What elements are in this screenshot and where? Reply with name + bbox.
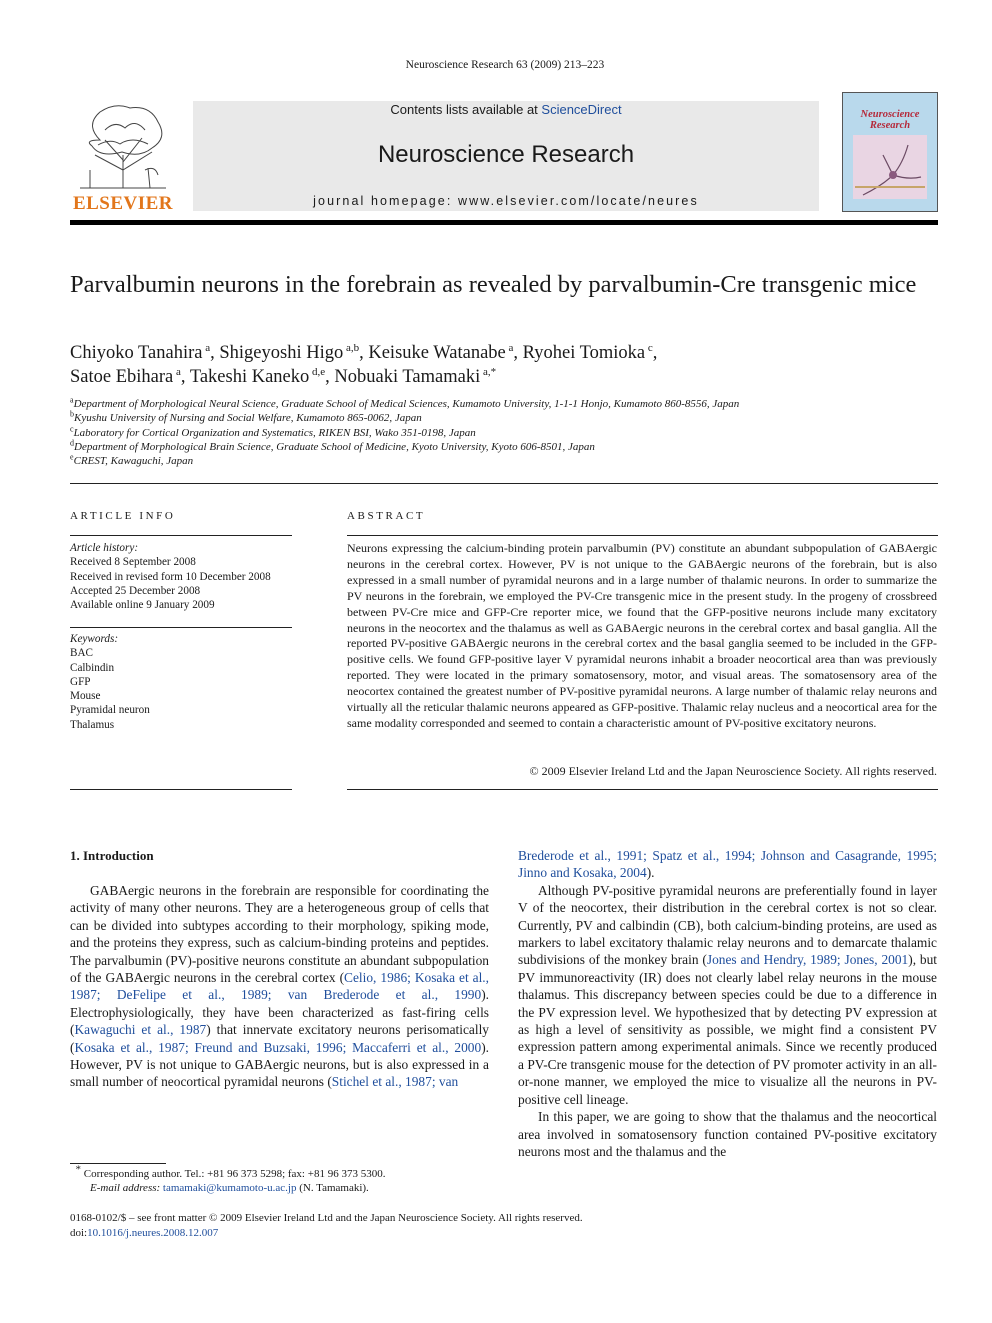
citation-link[interactable]: Stichel et al., 1987; van bbox=[331, 1074, 459, 1090]
keywords-label: Keywords: bbox=[70, 633, 119, 645]
article-history bbox=[70, 541, 292, 612]
author-affiliation-marker: a bbox=[505, 341, 514, 354]
corresponding-author-footnote bbox=[70, 1163, 490, 1196]
author-name: Nobuaki Tamamaki bbox=[334, 367, 481, 387]
keyword: GFP bbox=[70, 675, 91, 688]
sciencedirect-link[interactable]: ScienceDirect bbox=[541, 102, 622, 117]
journal-homepage[interactable]: journal homepage: www.elsevier.com/locate/neures bbox=[313, 194, 699, 208]
affiliation-text: CREST, Kawaguchi, Japan bbox=[73, 455, 194, 468]
footnote-contact bbox=[70, 1163, 490, 1181]
affiliation-marker: b bbox=[70, 409, 74, 419]
contents-prefix: Contents lists available at bbox=[390, 102, 542, 117]
cover-title: Neuroscience Research bbox=[860, 109, 920, 131]
header-rule bbox=[70, 220, 938, 225]
email-suffix: (N. Tamamaki). bbox=[299, 1182, 369, 1195]
affiliation-marker: d bbox=[70, 438, 74, 448]
abstract-heading: ABSTRACT bbox=[347, 510, 426, 522]
author-affiliation-marker: d,e bbox=[309, 365, 326, 378]
intro-paragraph: GABAergic neurons in the forebrain are responsible for coordinating the activity of many other neurons. They are a heterogeneous group of cells that can be divided into subtypes according to their morphology, spiking mode, and the proteins they express, such as calcium-binding proteins and peptides. The parvalbumin (PV)-positive neurons constitute an abundant subpopulation of the GABAergic neurons in the cerebral cortex (Celio, 1986; Kosaka et al., 1987; DeFelipe et al., 1989; van Brederode et al., 1990). Electrophysiologically, they have been characterized as fast-firing cells (Kawaguchi et al., 1987) that innervate excitatory neurons perisomatically (Kosaka et al., 1987; Freund and Buzsaki, 1996; Maccaferri et al., 2000). However, PV is not unique to GABAergic neurons, but is also expressed in a small number of neocortical pyramidal neurons (Stichel et al., 1987; van bbox=[70, 883, 490, 1090]
history-label: Article history: bbox=[70, 542, 139, 554]
doi-line bbox=[70, 1226, 938, 1241]
introduction-heading: 1. Introduction bbox=[70, 848, 154, 863]
body-column-left bbox=[70, 882, 489, 1091]
section-divider bbox=[70, 483, 938, 484]
affiliation bbox=[70, 423, 930, 440]
affiliation-text: Laboratory for Cortical Organization and Systematics, RIKEN BSI, Wako 351-0198, Japan bbox=[73, 426, 476, 439]
body-column-right bbox=[518, 847, 937, 1160]
journal-cover-thumbnail bbox=[842, 92, 938, 212]
author-name: Ryohei Tomioka bbox=[522, 343, 646, 363]
affiliation bbox=[70, 397, 930, 411]
journal-masthead bbox=[193, 101, 819, 211]
doi-link[interactable]: 10.1016/j.neures.2008.12.007 bbox=[87, 1227, 219, 1240]
abstract-rule bbox=[347, 535, 938, 536]
article-info-rule bbox=[70, 535, 292, 536]
affiliation bbox=[70, 411, 930, 425]
affiliation-list bbox=[70, 397, 930, 468]
author-name: Takeshi Kaneko bbox=[189, 367, 310, 387]
abstract-copyright: © 2009 Elsevier Ireland Ltd and the Japan Neuroscience Society. All rights reserved. bbox=[529, 764, 937, 778]
author-name: Keisuke Watanabe bbox=[368, 343, 506, 363]
affiliation-text: Department of Morphological Brain Science, Graduate School of Medicine, Kyoto University, Kyoto 606-8501, Japan bbox=[74, 440, 595, 453]
affiliation-marker: e bbox=[70, 452, 74, 462]
history-item: Received 8 September 2008 bbox=[70, 556, 196, 569]
affiliation-text: Department of Morphological Neural Science, Graduate School of Medical Sciences, Kumamoto University, 1-1-1 Honjo, Kumamoto 860-8556, Japan bbox=[73, 398, 740, 410]
author-affiliation-marker: a,* bbox=[480, 365, 497, 378]
affiliation-text: Kyushu University of Nursing and Social Welfare, Kumamoto 865-0062, Japan bbox=[74, 412, 422, 425]
intro-paragraph: Although PV-positive pyramidal neurons are preferentially found in layer V of the neocortex, their distribution in the cerebral cortex is not so clear. Currently, PV and calbindin (CB), both calcium-binding proteins, are used as markers to label excitatory thalamic relay neurons and to demarcate thalamic subdivisions of the monkey brain (Jones and Hendry, 1989; Jones, 2001), but PV immunoreactivity (IR) does not clearly label relay neurons in the mouse thalamus. This discrepancy between species could be due to a difference in the PV expression level. We hypothesized that by detecting PV expression at as high a level of sensitivity as possible, we might find a consistent PV expression pattern among experimental animals. Since we recently produced a PV-Cre transgenic mouse for the detection of PV promoter activity in an all-or-none manner, we employed the mice to visualize all the neurons in PV-positive cell lineage. bbox=[518, 882, 938, 1107]
intro-paragraph-continued: Brederode et al., 1991; Spatz et al., 1994; Johnson and Casagrande, 1995; Jinno and Kosaka, 2004). bbox=[518, 848, 937, 881]
abstract-bottom-rule bbox=[347, 789, 938, 790]
citation-link[interactable]: Kosaka et al., 1987; Freund and Buzsaki, 1996; Maccaferri et al., 2000 bbox=[74, 1039, 482, 1055]
history-item: Available online 9 January 2009 bbox=[70, 599, 215, 612]
publication-footer bbox=[70, 1211, 938, 1241]
author-name: Satoe Ebihara bbox=[70, 367, 174, 387]
author-affiliation-marker: a bbox=[173, 365, 181, 378]
keyword: Mouse bbox=[70, 690, 101, 703]
citation-link[interactable]: Kawaguchi et al., 1987 bbox=[74, 1022, 207, 1038]
citation-link[interactable]: Jones and Hendry, 1989; Jones, 2001 bbox=[706, 952, 909, 968]
keyword-list bbox=[70, 632, 292, 732]
intro-paragraph: In this paper, we are going to show that the thalamus and the neocortical area involved in somatosensory function contained PV-positive excitatory neurons most and the thalamus and the bbox=[518, 1109, 937, 1159]
author-name: Chiyoko Tanahira bbox=[70, 343, 203, 363]
email-label: E-mail address: bbox=[90, 1182, 161, 1195]
keywords-rule bbox=[70, 627, 292, 628]
doi-label: doi: bbox=[70, 1227, 88, 1240]
affiliation-marker: a bbox=[70, 395, 74, 405]
author-affiliation-marker: a,b bbox=[343, 341, 360, 354]
cover-neuron-illustration bbox=[853, 135, 927, 199]
footnote-rule bbox=[70, 1163, 166, 1164]
footnote-email-line bbox=[70, 1181, 490, 1195]
elsevier-wordmark: ELSEVIER bbox=[72, 193, 174, 214]
citation-link[interactable]: Celio, 1986; Kosaka et al., 1987; DeFelipe et al., 1989; van Brederode et al., 1990 bbox=[70, 970, 490, 1003]
article-title: Parvalbumin neurons in the forebrain as revealed by parvalbumin-Cre transgenic mice bbox=[70, 271, 917, 298]
citation-link[interactable]: Brederode et al., 1991; Spatz et al., 1994; Johnson and Casagrande, 1995; Jinno and Kosaka, 2004 bbox=[518, 848, 937, 881]
author-name: Shigeyoshi Higo bbox=[219, 343, 344, 363]
affiliation-marker: c bbox=[70, 423, 74, 433]
article-info-heading: ARTICLE INFO bbox=[70, 510, 176, 522]
email-link[interactable]: tamamaki@kumamoto-u.ac.jp bbox=[162, 1182, 297, 1195]
keyword: Pyramidal neuron bbox=[70, 704, 150, 717]
history-item: Accepted 25 December 2008 bbox=[70, 584, 201, 597]
footnote-marker: * bbox=[75, 1163, 81, 1176]
history-item: Received in revised form 10 December 2008 bbox=[70, 570, 271, 583]
author-affiliation-marker: a bbox=[202, 341, 211, 354]
abstract-text: Neurons expressing the calcium-binding protein parvalbumin (PV) constitute an abundant subpopulation of GABAergic neurons in the cerebral cortex. However, PV is not unique to the GABAergic neurons of the forebrain, but is also expressed in a small number of pyramidal neurons and in a large number of thalamic neurons. In order to summarize the PV neurons in the forebrain, we employed the PV-Cre transgenic mice in the present study. In the progeny of crossbreed between PV-Cre mice and GFP-Cre reporter mice, we found that the GFP-positive neurons include many excitatory neurons in the neocortex and the thalamus as well as GABAergic neurons in the cerebral cortex and basal ganglia. All the reported PV-positive GABAergic neurons in the cerebral cortex and the basal ganglia seemed to be included in the GFP-positive cells. We found GFP-positive layer V pyramidal neurons inhabit a broader neocortical area than was previously reported. They were located in the primary somatosensory, motor, and visual areas. The somatosensory area of the neocortex contained the greatest number of PV-positive pyramidal neurons. A large number of thalamic relay neurons and virtually all the reticular thalamic neurons appeared as GFP-positive. Thalamic relay nucleus and a neocortical area for the same modality corresponded and seemed to contain a characteristic amount of PV-positive excitatory neurons. bbox=[347, 541, 937, 730]
journal-name: Neuroscience Research bbox=[377, 141, 635, 168]
author-affiliation-marker: c bbox=[645, 341, 653, 354]
keyword: Calbindin bbox=[70, 661, 115, 674]
keyword: BAC bbox=[70, 647, 94, 660]
author-list: Chiyoko Tanahira $^a$, Shigeyoshi Higo $^{a,b}$, Keisuke Watanabe $^a$, Ryohei Tomioka $^c$, Satoe Ebihara $^a$, Takeshi Kaneko $^{d,e}$, Nobuaki Tamamaki $^{a,*}$ bbox=[70, 341, 658, 387]
footnote-phone: Corresponding author. Tel.: +81 96 373 5298; fax: +81 96 373 5300. bbox=[83, 1168, 386, 1180]
issn-line: 0168-0102/$ – see front matter © 2009 Elsevier Ireland Ltd and the Japan Neuroscience Society. All rights reserved. bbox=[70, 1212, 583, 1224]
contents-line bbox=[193, 102, 819, 117]
keyword: Thalamus bbox=[70, 718, 115, 731]
affiliation bbox=[70, 440, 930, 454]
journal-citation: Neuroscience Research 63 (2009) 213–223 bbox=[405, 59, 605, 71]
affiliation bbox=[70, 454, 930, 468]
article-info-bottom-rule bbox=[70, 789, 292, 790]
